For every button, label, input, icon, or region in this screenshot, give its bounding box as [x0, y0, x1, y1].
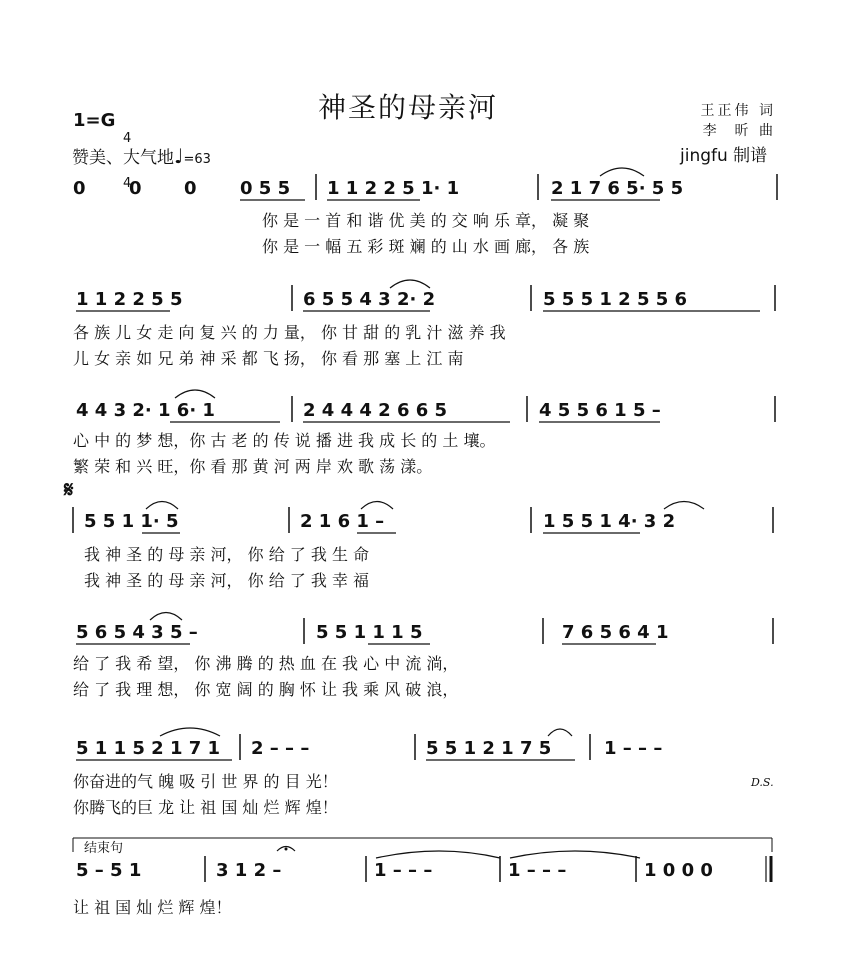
lyrics-s7-v1: 让 祖 国 灿 烂 辉 煌！ [73, 898, 232, 917]
fermata-dot [285, 848, 288, 851]
notes-s4-a: 5 5 1 1· 5 [84, 511, 179, 532]
tie [376, 851, 500, 858]
notes-s7-b: 3 1 2 – [216, 860, 282, 881]
notes-s6-a: 5 1 1 5 2 1 7 1 [76, 738, 221, 759]
ds-marking: D.S. [751, 776, 774, 789]
slur [150, 613, 182, 621]
lyrics-s5-v2: 给 了 我 理 想， 你 宽 阔 的 胸 怀 让 我 乘 风 破 浪， [73, 680, 459, 699]
notes-s7-d: 1 – – – [508, 860, 567, 881]
system-6 [73, 728, 774, 817]
system-1 [73, 168, 777, 256]
notes-s1-d: 0 5 5 [240, 178, 291, 199]
slur [600, 168, 644, 176]
composer-credit: 李 昕 曲 [702, 123, 776, 139]
notes-s2-b: 6 5 5 4 3 2· 2 [303, 289, 436, 310]
lyrics-s5-v1: 给 了 我 希 望， 你 沸 腾 的 热 血 在 我 心 中 流 淌， [73, 654, 459, 673]
notes-s5-b: 5 5 1 1 1 5 [316, 622, 423, 643]
notes-s1-a: 0 [73, 178, 86, 199]
time-signature-top: 4 [123, 131, 132, 146]
time-signature-bottom: 4 [123, 176, 132, 191]
notes-s7-a: 5 – 5 1 [76, 860, 142, 881]
quarter-note-icon: ♩ [174, 144, 184, 168]
slur [390, 280, 430, 288]
lyrics-s1-v1: 你 是 一 首 和 谐 优 美 的 交 响 乐 章， 凝 聚 [262, 211, 590, 230]
notes-s2-a: 1 1 2 2 5 5 [76, 289, 183, 310]
tempo-expression: 赞美、大气地 [72, 148, 174, 168]
notes-s5-a: 5 6 5 4 3 5 – [76, 622, 198, 643]
arranger-credit: jingfu 制谱 [680, 146, 768, 166]
lyrics-s6-v2: 你腾飞的巨 龙 让 祖 国 灿 烂 辉 煌！ [73, 798, 338, 817]
notes-s1-b: 0 [129, 178, 142, 199]
notes-s4-c: 1 5 5 1 4· 3 2 [543, 511, 676, 532]
notes-s3-b: 2 4 4 4 2 6 6 5 [303, 400, 448, 421]
slur [361, 502, 393, 510]
lyrics-s3-v2: 繁 荣 和 兴 旺，你 看 那 黄 河 两 岸 欢 歌 荡 漾。 [73, 457, 433, 476]
lyrics-s4-v1: 我 神 圣 的 母 亲 河， 你 给 了 我 生 命 [84, 545, 370, 564]
notes-s7-c: 1 – – – [374, 860, 433, 881]
notes-s2-c: 5 5 5 1 2 5 5 6 [543, 289, 688, 310]
notes-s1-c: 0 [184, 178, 197, 199]
system-4 [73, 502, 773, 591]
lyrics-s4-v2: 我 神 圣 的 母 亲 河， 你 给 了 我 幸 福 [84, 571, 370, 590]
ending-label: 结束句 [84, 841, 124, 856]
system-2 [73, 280, 775, 368]
notes-s6-d: 1 – – – [604, 738, 663, 759]
notes-s1-e: 1 1 2 2 5 1· 1 [327, 178, 460, 199]
notes-s5-c: 7 6 5 6 4 1 [562, 622, 669, 643]
notes-s4-b: 2 1 6 1 – [300, 511, 385, 532]
slur [664, 502, 704, 510]
notes-s6-c: 5 5 1 2 1 7 5 [426, 738, 552, 759]
key-signature-text: 1=G [73, 110, 116, 131]
system-7 [73, 838, 772, 917]
slur [160, 728, 220, 736]
slur [548, 729, 572, 736]
notes-s3-a: 4 4 3 2· 1 6· 1 [76, 400, 215, 421]
slur [146, 502, 178, 510]
lyrics-s2-v1: 各 族 儿 女 走 向 复 兴 的 力 量， 你 甘 甜 的 乳 汁 滋 养 我 [73, 323, 506, 342]
lyrics-s2-v2: 儿 女 亲 如 兄 弟 神 采 都 飞 扬， 你 看 那 塞 上 江 南 [73, 349, 464, 368]
segno-icon: 𝄋 [64, 477, 74, 503]
lyrics-s3-v1: 心 中 的 梦 想，你 古 老 的 传 说 播 进 我 成 长 的 土 壤。 [73, 431, 496, 450]
lyrics-s1-v2: 你 是 一 幅 五 彩 斑 斓 的 山 水 画 廊， 各 族 [262, 237, 590, 256]
tie [510, 851, 640, 858]
page-title: 神圣的母亲河 [318, 91, 499, 124]
notes-s1-m0 [73, 178, 86, 199]
slur [175, 390, 215, 398]
notes-s3-c: 4 5 5 6 1 5 – [539, 400, 661, 421]
notes-s1-f: 2 1 7 6 5· 5 5 [551, 178, 684, 199]
system-5 [73, 613, 773, 700]
lyrics-s6-v1: 你奋进的气 魄 吸 引 世 界 的 目 光！ [73, 772, 338, 791]
system-3 [63, 390, 775, 503]
lyricist-credit: 王正伟 词 [700, 103, 776, 119]
notes-s6-b: 2 – – – [251, 738, 310, 759]
tempo-value: =63 [183, 152, 211, 167]
notes-s7-e: 1 0 0 0 [644, 860, 713, 881]
